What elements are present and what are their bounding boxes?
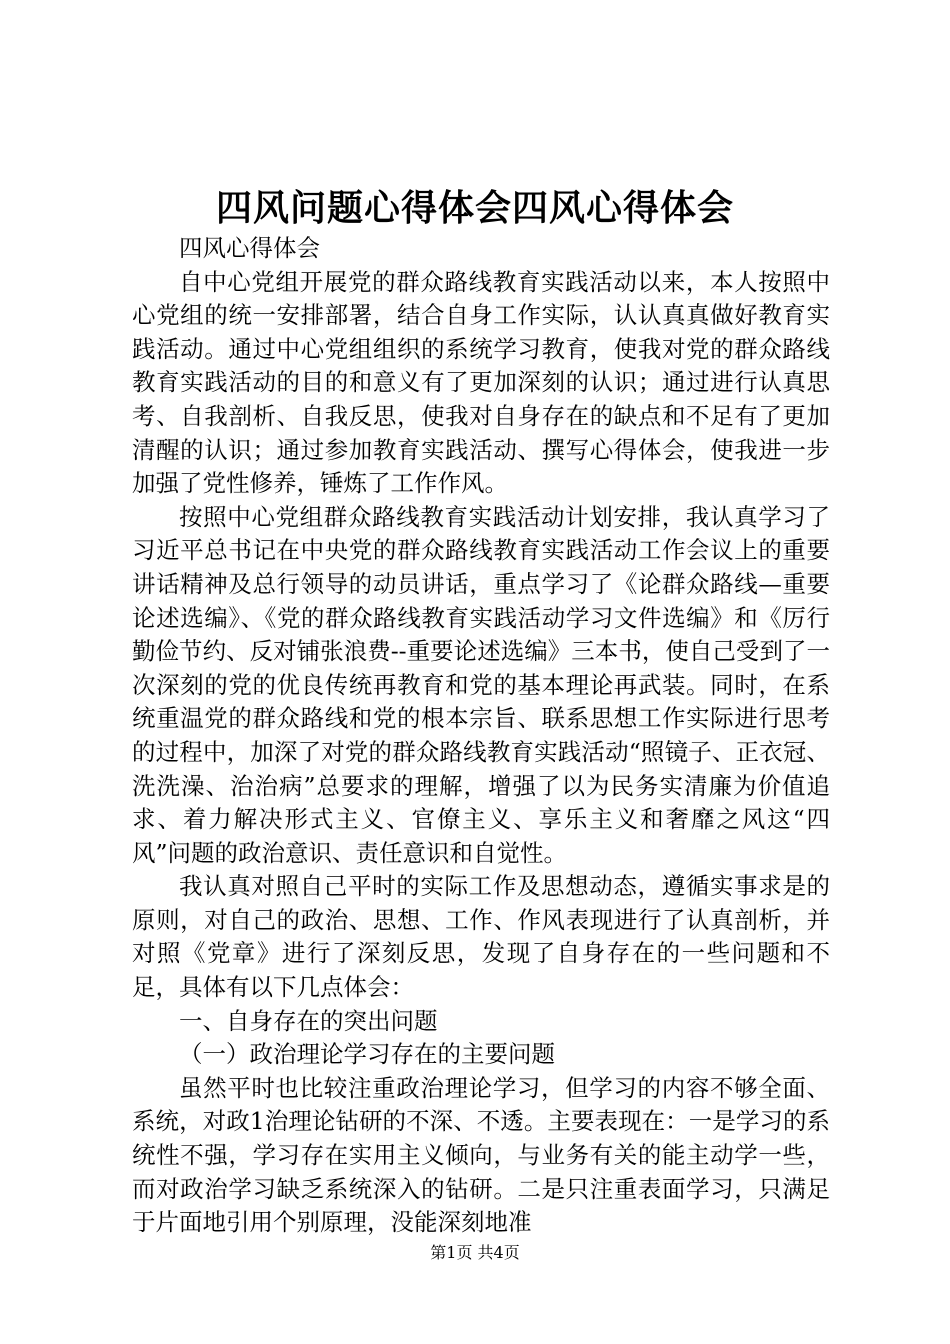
subtitle-paragraph: 四风心得体会 <box>179 234 320 262</box>
body-paragraph: 按照中心党组群众路线教育实践活动计划安排，我认真学习了习近平总书记在中央党的群众路线教育实践活动工作会议上的重要讲话精神及总行领导的动员讲话，重点学习了《论群众路线—重要论述选编》、《党的群众路线教育实践活动学习文件选编》和《厉行勤俭节约、反对铺张浪费--重要论述选编》三本书，使自己受到了一次深刻的党的优良传统再教育和党的基本理论再武装。同时，在系统重温党的群众路线和党的根本宗旨、联系思想工作实际进行思考的过程中，加深了对党的群众路线教育实践活动“照镜子、正衣冠、洗洗澡、治治病”总要求的理解，增强了以为民务实清廉为价值追求、着力解决形式主义、官僚主义、享乐主义和奢靡之风这“四风”问题的政治意识、责任意识和自觉性。 <box>132 502 830 867</box>
body-paragraph: 我认真对照自己平时的实际工作及思想动态，遵循实事求是的原则，对自己的政治、思想、工作、作风表现进行了认真剖析，并对照《党章》进行了深刻反思，发现了自身存在的一些问题和不足，具体有以下几点体会： <box>132 872 830 1002</box>
subsection-heading: （一）政治理论学习存在的主要问题 <box>179 1040 555 1069</box>
body-paragraph: 虽然平时也比较注重政治理论学习，但学习的内容不够全面、系统，对政1治理论钻研的不深、不透。主要表现在：一是学习的系统性不强，学习存在实用主义倾向，与业务有关的能主动学一些，而对政治学习缺乏系统深入的钻研。二是只注重表面学习，只满足于片面地引用个别原理，没能深刻地准 <box>132 1073 830 1237</box>
page-number-footer: 第1页 共4页 <box>430 1243 520 1262</box>
section-heading: 一、自身存在的突出问题 <box>179 1006 438 1035</box>
document-body <box>132 232 830 1240</box>
document-title: 四风问题心得体会四风心得体会 <box>215 187 734 229</box>
body-paragraph: 自中心党组开展党的群众路线教育实践活动以来，本人按照中心党组的统一安排部署，结合自身工作实际，认认真真做好教育实践活动。通过中心党组组织的系统学习教育，使我对党的群众路线教育实践活动的目的和意义有了更加深刻的认识；通过进行认真思考、自我剖析、自我反思，使我对自身存在的缺点和不足有了更加清醒的认识；通过参加教育实践活动、撰写心得体会，使我进一步加强了党性修养，锤炼了工作作风。 <box>132 267 830 498</box>
